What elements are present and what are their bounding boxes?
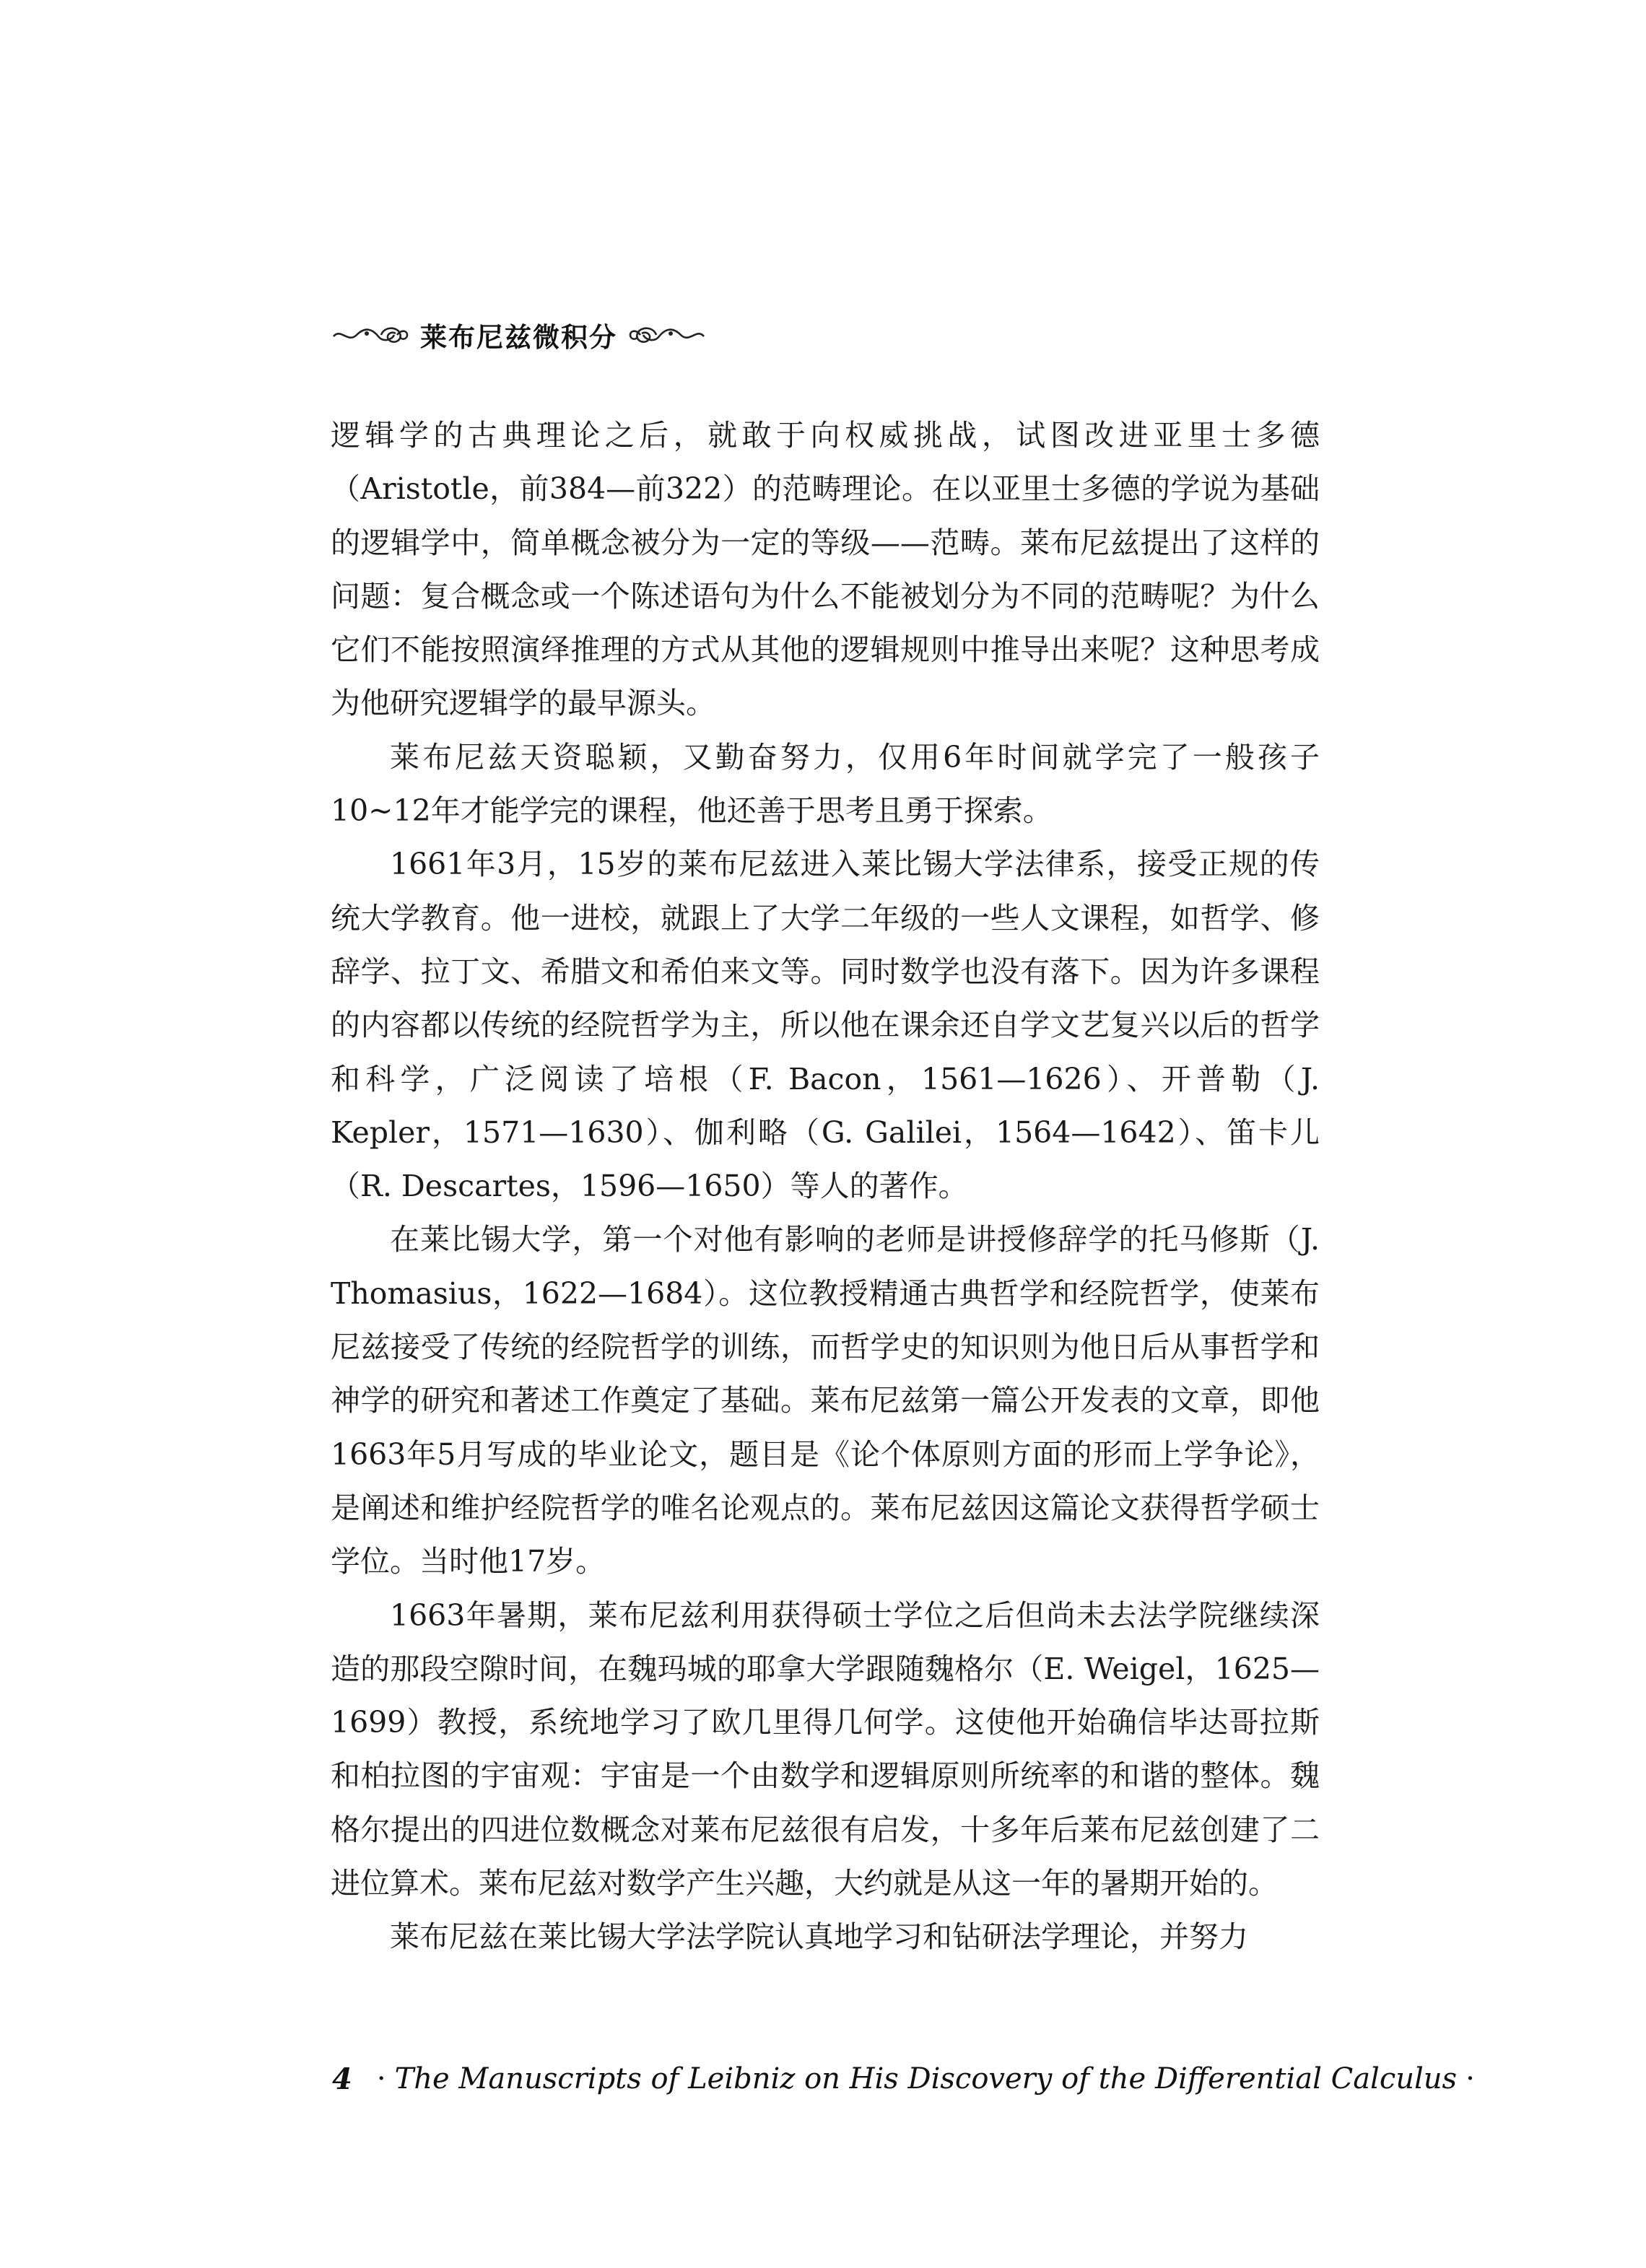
footer-dot-right: · xyxy=(1466,2062,1475,2095)
running-footer xyxy=(332,2057,1484,2101)
header-title: 莱布尼兹微积分 xyxy=(420,322,617,353)
footer-dot-left: · xyxy=(376,2062,386,2095)
footer-book-title: The Manuscripts of Leibniz on His Discovery of the Differential Calculus xyxy=(394,2062,1458,2095)
paragraph-5: 1663年暑期，莱布尼兹利用获得硕士学位之后但尚未去法学院继续深造的那段空隙时间，在魏玛城的耶拿大学跟随魏格尔（E. Weigel，1625—1699）教授，系统地学习了欧几里得几何学。这使他开始确信毕达哥拉斯和柏拉图的宇宙观：宇宙是一个由数学和逻辑原则所统率的和谐的整体。魏格尔提出的四进位数概念对莱布尼兹很有启发，十多年后莱布尼兹创建了二进位算术。莱布尼兹对数学产生兴趣，大约就是从这一年的暑期开始的。 xyxy=(331,1597,1320,1901)
running-header xyxy=(331,315,707,355)
paragraph-1: 逻辑学的古典理论之后，就敢于向权威挑战，试图改进亚里士多德（Aristotle，前384—前322）的范畴理论。在以亚里士多德的学说为基础的逻辑学中，简单概念被分为一定的等级——范畴。莱布尼兹提出了这样的问题：复合概念或一个陈述语句为什么不能被划分为不同的范畴呢？为什么它们不能按照演绎推理的方式从其他的逻辑规则中推导出来呢？这种思考成为他研究逻辑学的最早源头。 xyxy=(331,418,1320,721)
paragraph-4: 在莱比锡大学，第一个对他有影响的老师是讲授修辞学的托马修斯（J. Thomasius，1622—1684）。这位教授精通古典哲学和经院哲学，使莱布尼兹接受了传统的经院哲学的训练，而哲学史的知识则为他日后从事哲学和神学的研究和著述工作奠定了基础。莱布尼兹第一篇公开发表的文章，即他1663年5月写成的毕业论文，题目是《论个体原则方面的形而上学争论》，是阐述和维护经院哲学的唯名论观点的。莱布尼兹因这篇论文获得哲学硕士学位。当时他17岁。 xyxy=(331,1222,1320,1579)
paragraph-2: 莱布尼兹天资聪颖，又勤奋努力，仅用6年时间就学完了一般孩子10~12年才能学完的课程，他还善于思考且勇于探索。 xyxy=(331,739,1320,829)
page-number: 4 xyxy=(332,2062,352,2096)
paragraph-6: 莱布尼兹在莱比锡大学法学院认真地学习和钻研法学理论，并努力 xyxy=(390,1919,1248,1955)
left-ornament-icon xyxy=(331,320,410,349)
paragraph-3: 1661年3月，15岁的莱布尼兹进入莱比锡大学法律系，接受正规的传统大学教育。他一进校，就跟上了大学二年级的一些人文课程，如哲学、修辞学、拉丁文、希腊文和希伯来文等。同时数学也没有落下。因为许多课程的内容都以传统的经院哲学为主，所以他在课余还自学文艺复兴以后的哲学和科学，广泛阅读了培根（F. Bacon，1561—1626）、开普勒（J. Kepler，1571—1630）、伽利略（G. Galilei，1564—1642）、笛卡儿（R. Descartes，1596—1650）等人的著作。 xyxy=(331,847,1320,1204)
right-ornament-icon xyxy=(627,320,707,349)
body-text xyxy=(331,409,1320,1964)
